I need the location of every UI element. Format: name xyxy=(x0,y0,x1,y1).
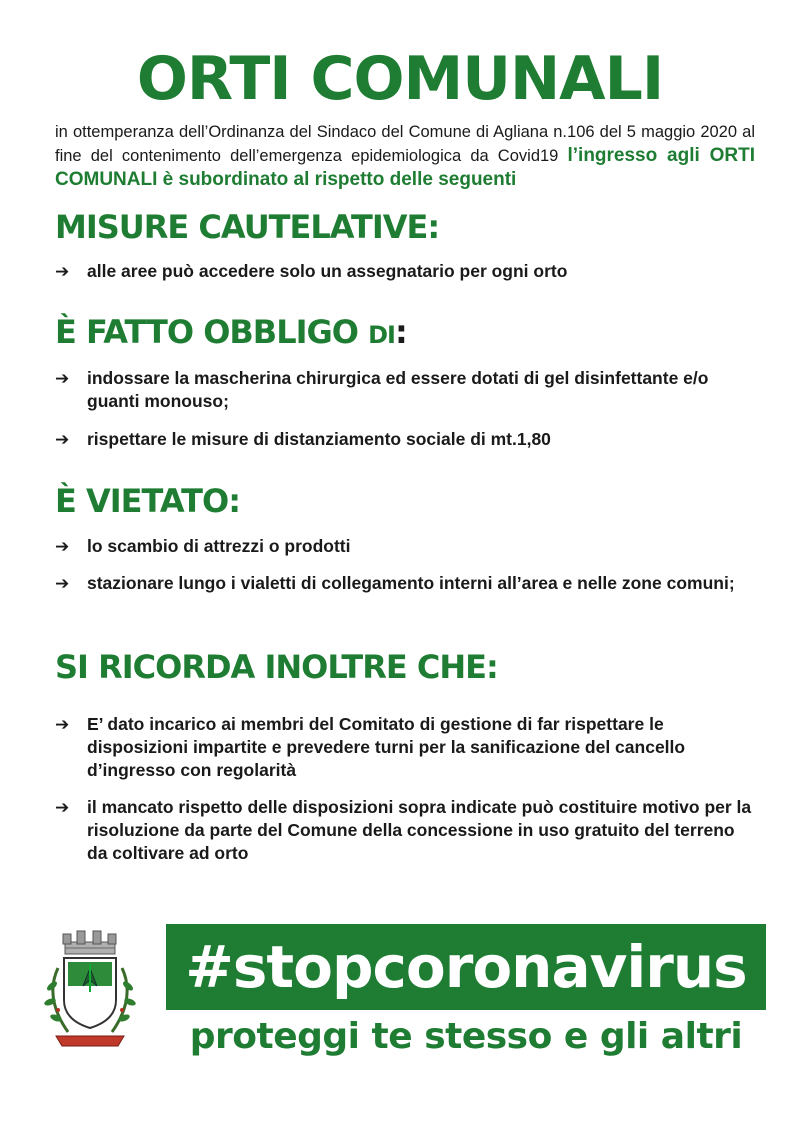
crown-icon xyxy=(63,931,116,954)
list-item-text: il mancato rispetto delle disposizioni sopra indicate può costituire motivo per la risoluzione da parte del Comune della concessione in uso gratuito del terreno da coltivare ad orto xyxy=(87,797,752,863)
list-item xyxy=(55,428,755,451)
list-item-text: indossare la mascherina chirurgica ed essere dotati di gel disinfettante e/o guanti monouso; xyxy=(87,368,709,411)
heading-misure-cautelative: MISURE CAUTELATIVE: xyxy=(55,208,440,246)
list-item xyxy=(55,796,755,865)
arrow-right-icon: ➔ xyxy=(55,262,70,281)
heading-fatto-obbligo xyxy=(55,313,407,351)
arrow-right-icon: ➔ xyxy=(55,537,70,556)
page-title: ORTI COMUNALI xyxy=(136,44,664,114)
arrow-right-icon: ➔ xyxy=(55,430,70,449)
arrow-right-icon: ➔ xyxy=(55,369,70,388)
list-item-text: E’ dato incarico ai membri del Comitato di gestione di far rispettare le disposizioni impartite e prevedere turni per la sanificazione del cancello d’ingresso con regolarità xyxy=(87,714,686,780)
coat-of-arms-icon xyxy=(38,928,142,1058)
arrow-right-icon: ➔ xyxy=(55,574,70,593)
arrow-right-icon: ➔ xyxy=(55,715,70,734)
heading-fatto-obbligo-colon: : xyxy=(394,313,407,351)
intro-paragraph xyxy=(55,120,755,192)
list-item xyxy=(55,572,755,595)
intro-text: in ottemperanza dell’Ordinanza del Sindaco del Comune di Agliana n.106 del 5 maggio 2020 al fine del contenimento dell’emergenza epidemiologica da Covid19 xyxy=(55,123,755,165)
list-item xyxy=(55,367,755,413)
tagline: proteggi te stesso e gli altri xyxy=(189,1016,743,1057)
list-item xyxy=(55,713,755,782)
list-item-text: lo scambio di attrezzi o prodotti xyxy=(87,536,351,556)
list-item-text: alle aree può accedere solo un assegnatario per ogni orto xyxy=(87,261,568,281)
list-item-text: stazionare lungo i vialetti di collegamento interni all’area e nelle zone comuni; xyxy=(87,573,735,593)
list-item xyxy=(55,260,755,283)
heading-vietato: È VIETATO: xyxy=(55,482,240,520)
hashtag-banner: #stopcoronavirus xyxy=(166,924,766,1010)
heading-si-ricorda: SI RICORDA INOLTRE CHE: xyxy=(55,648,498,686)
heading-fatto-obbligo-main: È FATTO OBBLIGO xyxy=(55,313,358,351)
arrow-right-icon: ➔ xyxy=(55,798,70,817)
heading-fatto-obbligo-suffix: DI xyxy=(368,321,395,349)
intro-emphasis: l’ingresso agli ORTI COMUNALI è subordinato al rispetto delle seguenti xyxy=(55,145,756,190)
list-item xyxy=(55,535,755,558)
list-item-text: rispettare le misure di distanziamento sociale di mt.1,80 xyxy=(87,429,551,449)
